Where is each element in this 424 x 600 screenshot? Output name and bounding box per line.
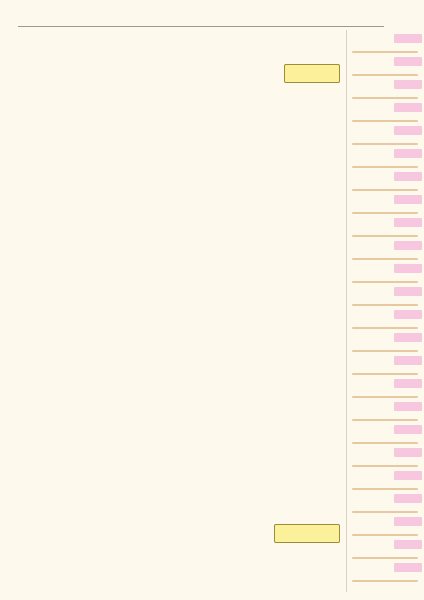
glossary-entry-underline (352, 534, 418, 536)
glossary-entry (350, 172, 422, 192)
glossary-entry-underline (352, 488, 418, 490)
glossary-term (394, 126, 422, 135)
glossary-term (394, 540, 422, 549)
paragraph-5 (24, 386, 340, 442)
glossary-entry-underline (352, 166, 418, 168)
glossary-entry (350, 287, 422, 307)
glossary-entry-underline (352, 212, 418, 214)
sidebar-divider (346, 30, 347, 592)
glossary-entry-underline (352, 511, 418, 513)
glossary-term (394, 471, 422, 480)
glossary-entry-underline (352, 465, 418, 467)
glossary-entry (350, 333, 422, 353)
glossary-entry (350, 264, 422, 284)
glossary-entry (350, 241, 422, 261)
page-number (352, 6, 382, 20)
glossary-entry (350, 195, 422, 215)
glossary-entry (350, 356, 422, 376)
glossary-entry (350, 310, 422, 330)
glossary-entry (350, 563, 422, 583)
glossary-entry-underline (352, 235, 418, 237)
glossary-entry (350, 425, 422, 445)
glossary-entry-underline (352, 396, 418, 398)
glossary-entry (350, 80, 422, 100)
glossary-entry (350, 540, 422, 560)
glossary-term (394, 425, 422, 434)
glossary-entry-underline (352, 580, 418, 582)
glossary-term (394, 103, 422, 112)
glossary-entry-underline (352, 419, 418, 421)
glossary-entry-underline (352, 74, 418, 76)
glossary-term (394, 494, 422, 503)
glossary-entry-underline (352, 442, 418, 444)
glossary-term (394, 149, 422, 158)
glossary-term (394, 333, 422, 342)
glossary-entry-underline (352, 189, 418, 191)
glossary-entry (350, 402, 422, 422)
glossary-term (394, 195, 422, 204)
glossary-term (394, 517, 422, 526)
glossary-entry-underline (352, 557, 418, 559)
glossary-entry (350, 57, 422, 77)
glossary-entry (350, 379, 422, 399)
glossary-entry-underline (352, 327, 418, 329)
glossary-entry (350, 218, 422, 238)
paragraph-3 (24, 276, 340, 336)
glossary-entry (350, 34, 422, 54)
paragraph-7 (24, 478, 340, 500)
paragraph-8 (24, 524, 340, 548)
glossary-term (394, 563, 422, 572)
glossary-entry-underline (352, 120, 418, 122)
glossary-term (394, 264, 422, 273)
main-text-column (24, 0, 340, 600)
glossary-entry (350, 494, 422, 514)
glossary-entry-underline (352, 51, 418, 53)
glossary-term (394, 57, 422, 66)
glossary-term (394, 80, 422, 89)
glossary-entry (350, 471, 422, 491)
glossary-term (394, 241, 422, 250)
glossary-entry (350, 149, 422, 169)
glossary-term (394, 402, 422, 411)
glossary-entry-underline (352, 281, 418, 283)
glossary-term (394, 34, 422, 43)
glossary-term (394, 287, 422, 296)
glossary-term (394, 448, 422, 457)
paragraph-1 (24, 64, 340, 142)
glossary-entry-underline (352, 97, 418, 99)
paragraph-2 (24, 178, 340, 274)
glossary-entry (350, 126, 422, 146)
glossary-term (394, 356, 422, 365)
glossary-term (394, 310, 422, 319)
glossary-entry (350, 448, 422, 468)
paragraph-6 (24, 446, 340, 468)
glossary-entry-underline (352, 350, 418, 352)
lemma-box-8 (274, 524, 340, 543)
paragraph-4 (24, 338, 340, 362)
paragraph-9 (24, 552, 340, 592)
glossary-term (394, 218, 422, 227)
lemma-box-1 (284, 64, 340, 83)
glossary-entry-underline (352, 143, 418, 145)
glossary-sidebar (350, 34, 422, 594)
glossary-entry-underline (352, 373, 418, 375)
glossary-term (394, 172, 422, 181)
glossary-term (394, 379, 422, 388)
glossary-entry (350, 517, 422, 537)
glossary-entry (350, 103, 422, 123)
glossary-entry-underline (352, 304, 418, 306)
glossary-entry-underline (352, 258, 418, 260)
